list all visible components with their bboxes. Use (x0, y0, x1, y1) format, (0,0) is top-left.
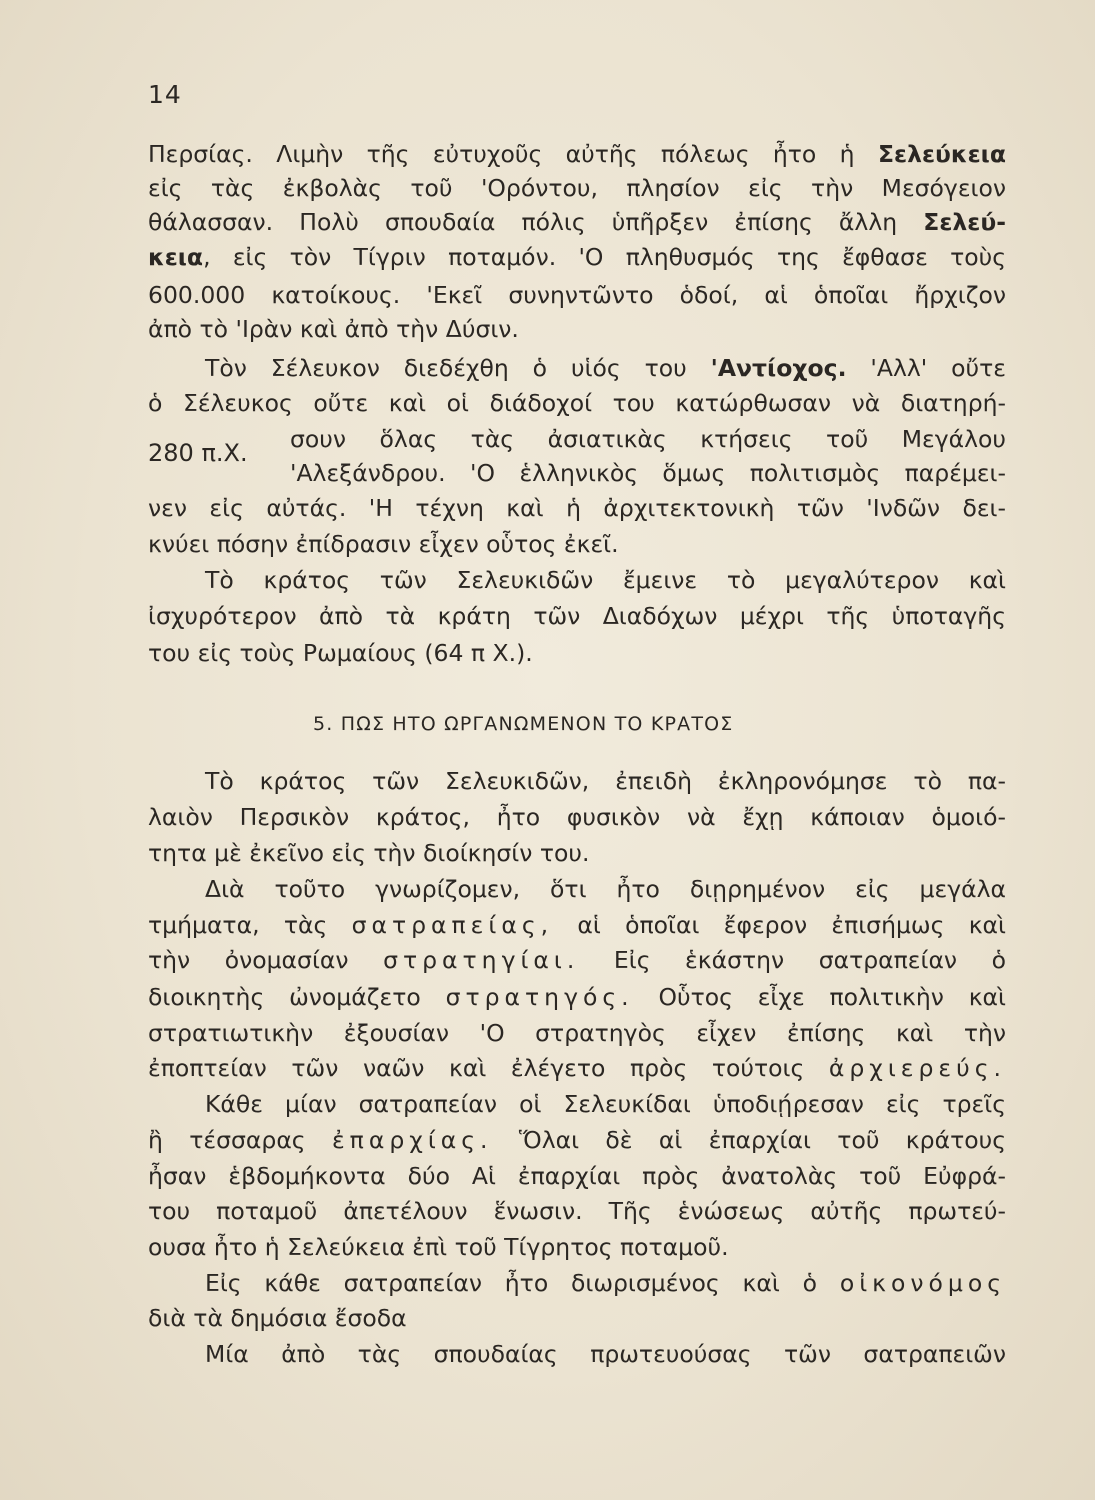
text-line: Τὸν Σέλευκον διεδέχθη ὁ υἱός του 'Αντίοχος. 'Αλλ' οὔτε (205, 354, 1006, 382)
text-line: Τὸ κράτος τῶν Σελευκιδῶν, ἐπειδὴ ἐκληρονόμησε τὸ πα- (205, 767, 1006, 795)
margin-note-date: 280 π.Χ. (148, 439, 248, 467)
emphasis-term: στρατηγός. (445, 983, 634, 1011)
emphasis-term: ἀρχιερεύς. (828, 1054, 1006, 1082)
text-line: ἐποπτείαν τῶν ναῶν καὶ ἐλέγετο πρὸς τούτοις ἀρχιερεύς. (148, 1054, 1006, 1082)
text-line: Μία ἀπὸ τὰς σπουδαίας πρωτευούσας τῶν σατραπειῶν (205, 1340, 1006, 1368)
text-line: θάλασσαν. Πολὺ σπουδαία πόλις ὑπῆρξεν ἐπίσης ἄλλη Σελεύ- (148, 208, 1006, 236)
emphasis-term: 'Αντίοχος. (710, 354, 847, 382)
text-line: στρατιωτικὴν ἐξουσίαν 'Ο στρατηγὸς εἶχεν ἐπίσης καὶ τὴν (148, 1019, 1006, 1047)
text-line: του ποταμοῦ ἀπετέλουν ἕνωσιν. Τῆς ἑνώσεως αὐτῆς πρωτεύ- (148, 1197, 1006, 1225)
text-line: σουν ὅλας τὰς ἀσιατικὰς κτήσεις τοῦ Μεγάλου (290, 425, 1006, 453)
text-line: τμήματα, τὰς σατραπείας, αἱ ὁποῖαι ἔφερον ἐπισήμως καὶ (148, 911, 1006, 939)
text-line: ουσα ἦτο ἡ Σελεύκεια ἐπὶ τοῦ Τίγρητος ποταμοῦ. (148, 1233, 729, 1261)
text-line: Διὰ τοῦτο γνωρίζομεν, ὅτι ἦτο διῃρημένον εἰς μεγάλα (205, 875, 1006, 903)
text-line: του εἰς τοὺς Ρωμαίους (64 π Χ.). (148, 639, 533, 667)
text-line: ἀπὸ τὸ 'Ιρὰν καὶ ἀπὸ τὴν Δύσιν. (148, 315, 519, 343)
section-heading: 5. ΠΩΣ ΗΤΟ ΩΡΓΑΝΩΜΕΝΟΝ ΤΟ ΚΡΑΤΟΣ (313, 713, 734, 735)
emphasis-term: σατραπείας, (351, 911, 554, 939)
page-number: 14 (148, 80, 182, 109)
text-line: ἦσαν ἑβδομήκοντα δύο Αἱ ἐπαρχίαι πρὸς ἀνατολὰς τοῦ Εὐφρά- (148, 1162, 1006, 1190)
text-line: νεν εἰς αὐτάς. 'Η τέχνη καὶ ἡ ἀρχιτεκτονικὴ τῶν 'Ινδῶν δει- (148, 494, 1006, 522)
text-line: κνύει πόσην ἐπίδρασιν εἶχεν οὗτος ἐκεῖ. (148, 530, 619, 558)
text-line: εἰς τὰς ἐκβολὰς τοῦ 'Ορόντου, πλησίον εἰς τὴν Μεσόγειον (148, 174, 1006, 202)
text-line: διοικητὴς ὠνομάζετο στρατηγός. Οὗτος εἶχε πολιτικὴν καὶ (148, 983, 1006, 1011)
text-line: κεια, εἰς τὸν Τίγριν ποταμόν. 'Ο πληθυσμός της ἔφθασε τοὺς (148, 243, 1006, 271)
text-line: διὰ τὰ δημόσια ἔσοδα (148, 1304, 407, 1332)
emphasis-term: Σελεύκεια (877, 140, 1006, 168)
text-line: Περσίας. Λιμὴν τῆς εὐτυχοῦς αὐτῆς πόλεως ἦτο ἡ Σελεύκεια (148, 140, 1006, 168)
text-line: ἰσχυρότερον ἀπὸ τὰ κράτη τῶν Διαδόχων μέχρι τῆς ὑποταγῆς (148, 602, 1006, 630)
text-line: ὁ Σέλευκος οὔτε καὶ οἱ διάδοχοί του κατώρθωσαν νὰ διατηρή- (148, 389, 1006, 417)
text-line: 600.000 κατοίκους. 'Εκεῖ συνηντῶντο ὁδοί, αἱ ὁποῖαι ἤρχιζον (148, 281, 1006, 309)
text-line: τὴν ὀνομασίαν στρατηγίαι. Εἰς ἑκάστην σατραπείαν ὁ (148, 946, 1006, 974)
emphasis-term: Σελεύ- (923, 208, 1006, 236)
text-line: Τὸ κράτος τῶν Σελευκιδῶν ἔμεινε τὸ μεγαλύτερον καὶ (205, 566, 1006, 594)
text-line: Εἰς κάθε σατραπείαν ἦτο διωρισμένος καὶ ὁ οἰκονόμος (205, 1269, 1006, 1297)
text-line: τητα μὲ ἐκεῖνο εἰς τὴν διοίκησίν του. (148, 839, 590, 867)
emphasis-term: στρατηγίαι. (383, 946, 580, 974)
text-line: 'Αλεξάνδρου. 'Ο ἑλληνικὸς ὅμως πολιτισμὸς παρέμει- (290, 459, 1006, 487)
emphasis-term: κεια (148, 243, 204, 271)
text-line: Κάθε μίαν σατραπείαν οἱ Σελευκίδαι ὑποδιῄρεσαν εἰς τρεῖς (205, 1090, 1006, 1118)
text-line: λαιὸν Περσικὸν κράτος, ἦτο φυσικὸν νὰ ἔχῃ κάποιαν ὁμοιό- (148, 803, 1006, 831)
emphasis-term: ἐπαρχίας. (331, 1126, 493, 1154)
emphasis-term: οἰκονόμος (839, 1269, 1006, 1297)
text-line: ἢ τέσσαρας ἐπαρχίας. Ὅλαι δὲ αἱ ἐπαρχίαι τοῦ κράτους (148, 1126, 1006, 1154)
